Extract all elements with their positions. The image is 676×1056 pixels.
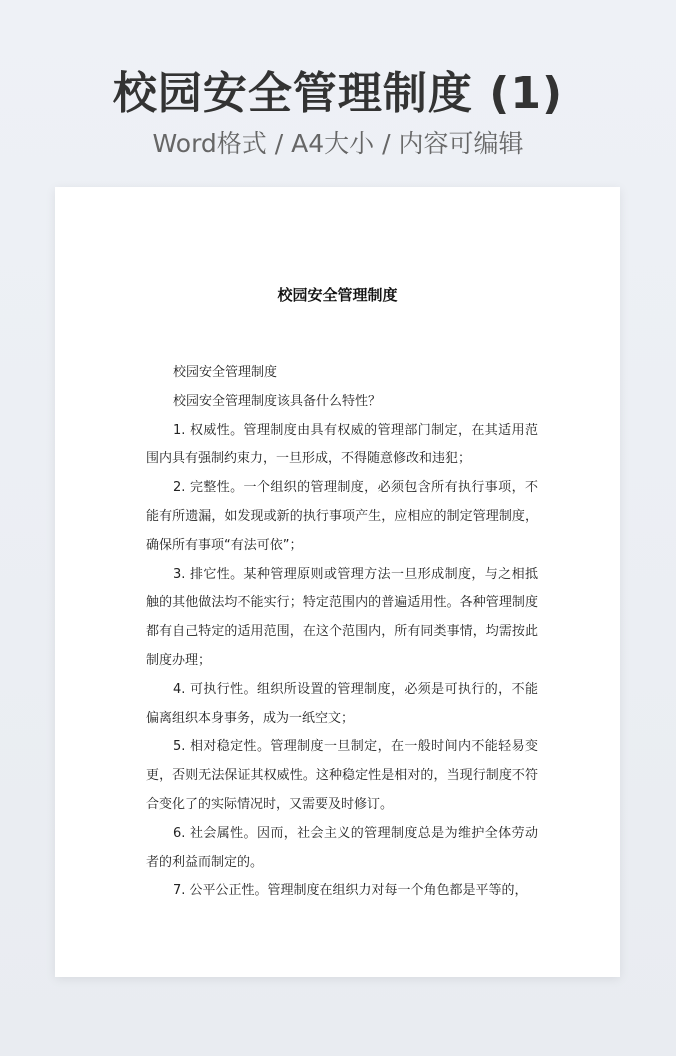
banner-header	[0, 66, 676, 160]
paragraph: 2. 完整性。一个组织的管理制度，必须包含所有执行事项，不能有所遗漏，如发现或新的执行事项产生，应相应的制定管理制度，确保所有事项“有法可依”；	[146, 480, 538, 553]
banner-title: 校园安全管理制度 (1)	[112, 68, 564, 119]
document-page	[55, 187, 620, 977]
document-title: 校园安全管理制度	[277, 286, 398, 304]
paragraph: 5. 相对稳定性。管理制度一旦制定，在一般时间内不能轻易变更，否则无法保证其权威性。这种稳定性是相对的，当现行制度不符合变化了的实际情况时，又需要及时修订。	[146, 739, 538, 812]
paragraph: 6. 社会属性。因而，社会主义的管理制度总是为维护全体劳动者的利益而制定的。	[146, 825, 538, 870]
paragraph: 校园安全管理制度该具备什么特性？	[173, 393, 382, 409]
paragraph: 校园安全管理制度	[173, 365, 278, 380]
paragraph: 1. 权威性。管理制度由具有权威的管理部门制定，在其适用范围内具有强制约束力，一旦形成，不得随意修改和违犯；	[146, 422, 538, 467]
paragraph: 7. 公平公正性。管理制度在组织力对每一个角色都是平等的，	[173, 883, 528, 899]
paragraph: 3. 排它性。某种管理原则或管理方法一旦形成制度，与之相抵触的其他做法均不能实行；特定范围内的普遍适用性。各种管理制度都有自己特定的适用范围，在这个范围内，所有同类事情，均需按此制度办理；	[146, 566, 538, 668]
document-body	[146, 359, 538, 906]
banner-subtitle: Word格式 / A4大小 / 内容可编辑	[152, 129, 524, 158]
paragraph: 4. 可执行性。组织所设置的管理制度，必须是可执行的，不能偏离组织本身事务，成为一纸空文；	[146, 681, 538, 726]
